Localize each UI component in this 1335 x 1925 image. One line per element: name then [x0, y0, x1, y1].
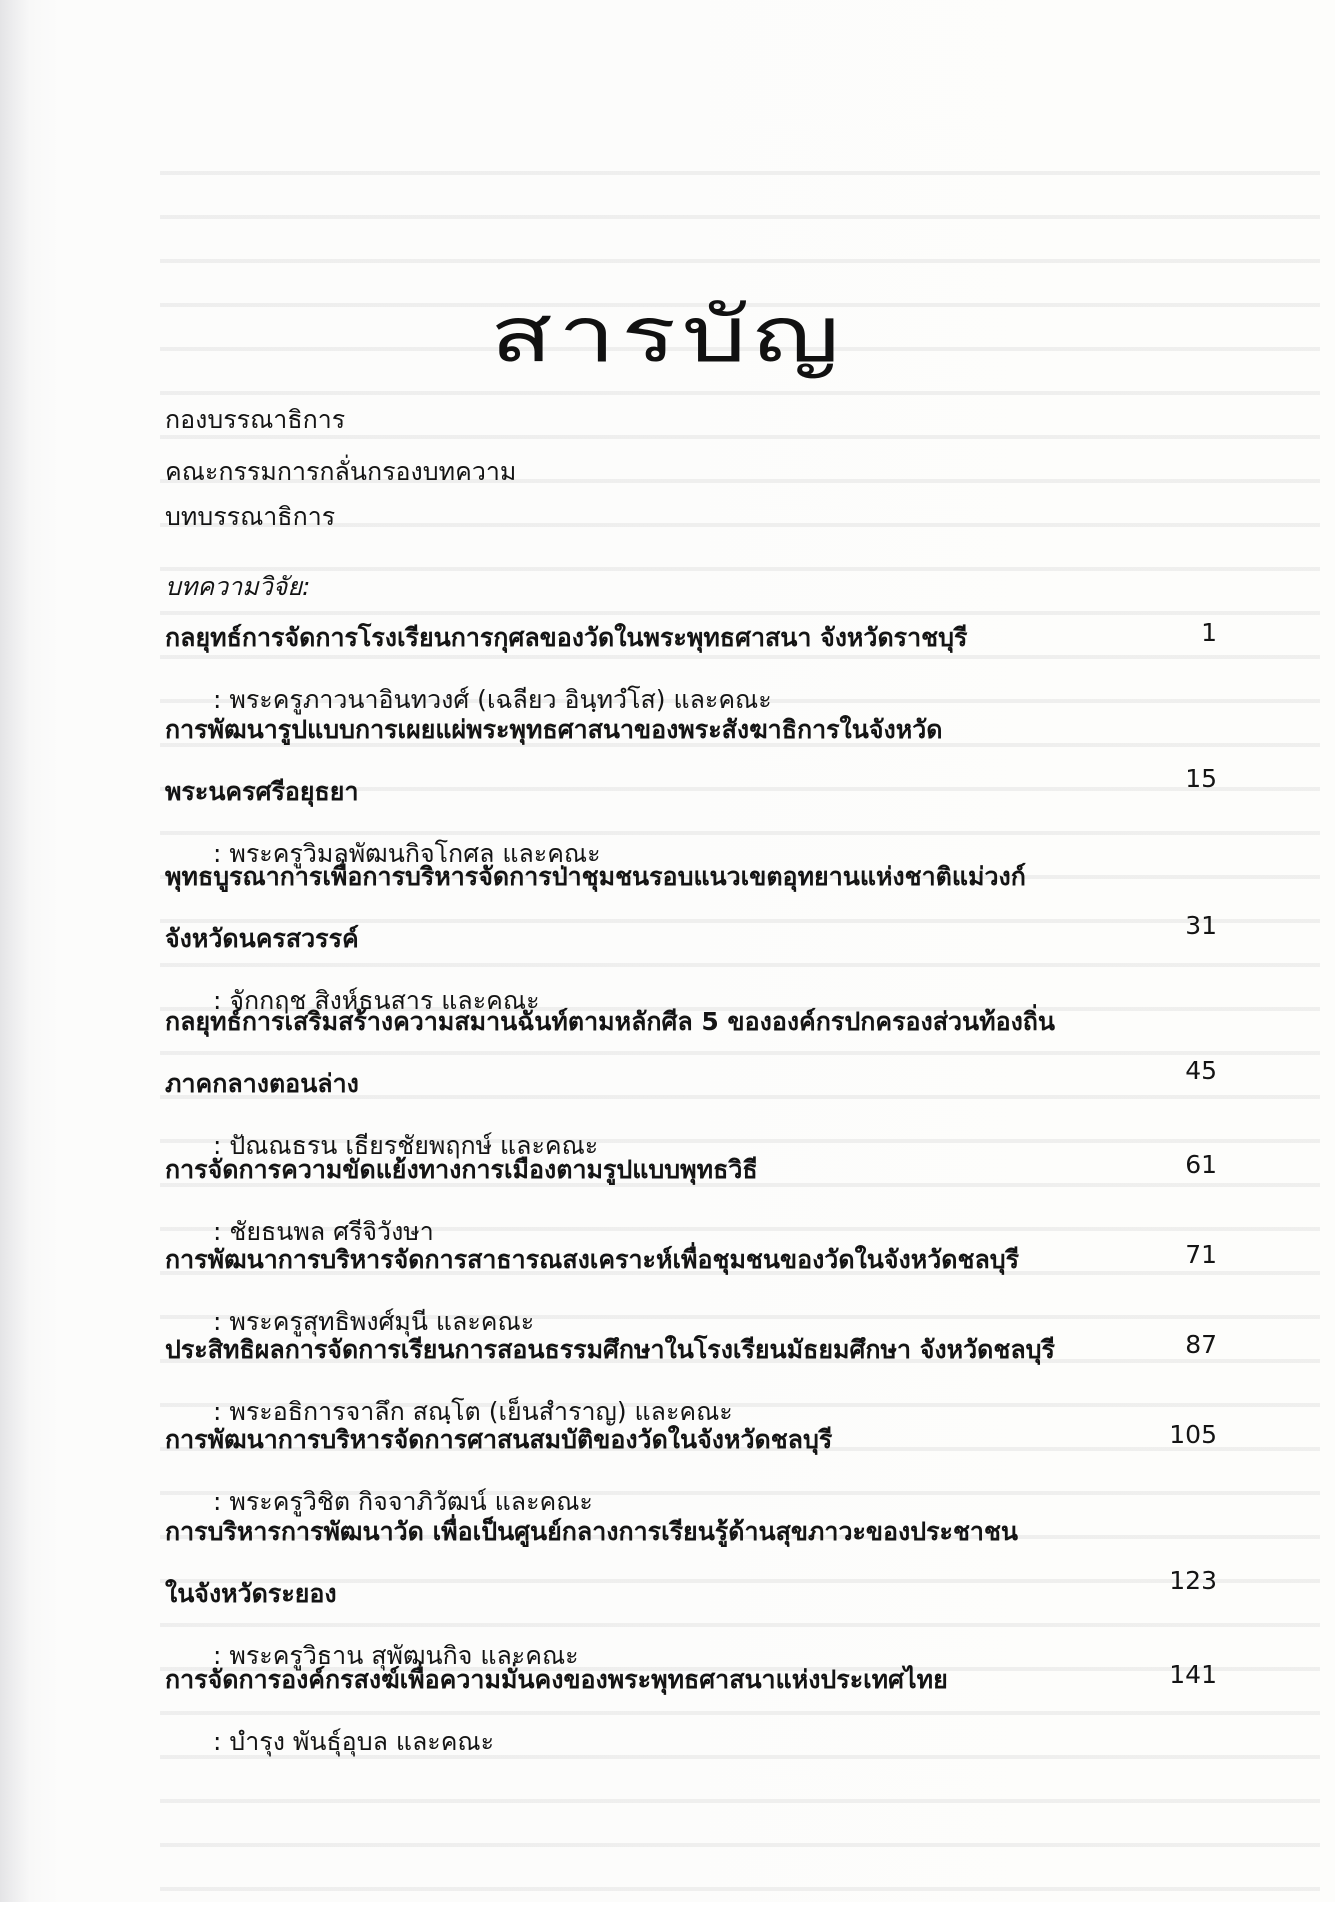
entry-title: การพัฒนารูปแบบการเผยแผ่พระพุทธศาสนาของพระสังฆาธิการในจังหวัด — [165, 715, 943, 744]
entry-page-number: 45 — [1185, 1056, 1217, 1085]
entry-title: ประสิทธิผลการจัดการเรียนการสอนธรรมศึกษาในโรงเรียนมัธยมศึกษา จังหวัดชลบุรี — [165, 1335, 1055, 1364]
toc-entry[interactable] — [165, 1150, 1217, 1252]
section-label-research-articles: บทความวิจัย: — [165, 572, 311, 601]
entry-page-number: 15 — [1185, 764, 1217, 793]
front-matter-editorial: บทบรรณาธิการ — [165, 502, 336, 531]
entry-page-number: 61 — [1185, 1150, 1217, 1179]
entry-title: การพัฒนาการบริหารจัดการสาธารณสงเคราะห์เพื่อชุมชนของวัดในจังหวัดชลบุรี — [165, 1245, 1020, 1274]
entry-authors: : พระครูวิธาน สุพัฒนกิจ และคณะ — [213, 1641, 579, 1670]
entry-title: พุทธบูรณาการเพื่อการบริหารจัดการป่าชุมชนรอบแนวเขตอุทยานแห่งชาติแม่วงก์ — [165, 862, 1026, 891]
toc-entry[interactable] — [165, 1240, 1217, 1342]
entry-title: กลยุทธ์การเสริมสร้างความสมานฉันท์ตามหลักศีล 5 ขององค์กรปกครองส่วนท้องถิ่น — [165, 1007, 1056, 1036]
entry-authors: : พระครูวิมลพัฒนกิจโกศล และคณะ — [213, 839, 601, 868]
page-title: สารบัญ — [490, 290, 845, 379]
entry-title: การจัดการความขัดแย้งทางการเมืองตามรูปแบบพุทธวิธี — [165, 1155, 758, 1184]
entry-page-number: 71 — [1185, 1240, 1217, 1269]
entry-title: การจัดการองค์กรสงฆ์เพื่อความมั่นคงของพระพุทธศาสนาแห่งประเทศไทย — [165, 1665, 948, 1694]
toc-entry[interactable] — [165, 710, 1217, 874]
entry-title-continued: ในจังหวัดระยอง — [165, 1579, 337, 1608]
toc-entry[interactable] — [165, 857, 1217, 1021]
entry-page-number: 87 — [1185, 1330, 1217, 1359]
toc-entry[interactable] — [165, 1002, 1217, 1166]
entry-page-number: 123 — [1169, 1566, 1217, 1595]
toc-entry[interactable] — [165, 1330, 1217, 1432]
entry-authors: : บำรุง พันธุ์อุบล และคณะ — [213, 1727, 495, 1756]
entry-authors: : พระครูสุทธิพงศ์มุนี และคณะ — [213, 1307, 535, 1336]
entry-title-continued: พระนครศรีอยุธยา — [165, 777, 359, 806]
toc-entry[interactable] — [165, 1660, 1217, 1762]
entry-title: กลยุทธ์การจัดการโรงเรียนการกุศลของวัดในพระพุทธศาสนา จังหวัดราชบุรี — [165, 623, 968, 652]
front-matter-editorial-board: กองบรรณาธิการ — [165, 405, 346, 434]
entry-page-number: 141 — [1169, 1660, 1217, 1689]
entry-title-continued: จังหวัดนครสวรรค์ — [165, 924, 359, 953]
entry-page-number: 1 — [1201, 618, 1217, 647]
entry-title: การพัฒนาการบริหารจัดการศาสนสมบัติของวัดในจังหวัดชลบุรี — [165, 1425, 833, 1454]
entry-page-number: 31 — [1185, 911, 1217, 940]
entry-authors: : พระอธิการจาลึก สณฺโต (เย็นสำราญ) และคณะ — [213, 1397, 733, 1426]
entry-authors: : ปัณณธรน เธียรชัยพฤกษ์ และคณะ — [213, 1131, 599, 1160]
entry-authors: : พระครูภาวนาอินทวงศ์ (เฉลียว อินฺทวํโส) และคณะ — [213, 685, 772, 714]
entry-authors: : ชัยธนพล ศรีจิวังษา — [213, 1217, 434, 1246]
entry-title: การบริหารการพัฒนาวัด เพื่อเป็นศูนย์กลางการเรียนรู้ด้านสุขภาวะของประชาชน — [165, 1517, 1019, 1546]
entry-title-continued: ภาคกลางตอนล่าง — [165, 1069, 359, 1098]
toc-entry[interactable] — [165, 618, 1217, 720]
toc-entry[interactable] — [165, 1512, 1217, 1676]
entry-authors: : พระครูวิชิต กิจจาภิวัฒน์ และคณะ — [213, 1487, 593, 1516]
entry-authors: : จักกฤช สิงห์ธนสาร และคณะ — [213, 986, 540, 1015]
toc-entry[interactable] — [165, 1420, 1217, 1522]
entry-page-number: 105 — [1169, 1420, 1217, 1449]
front-matter-review-committee: คณะกรรมการกลั่นกรองบทความ — [165, 457, 517, 486]
